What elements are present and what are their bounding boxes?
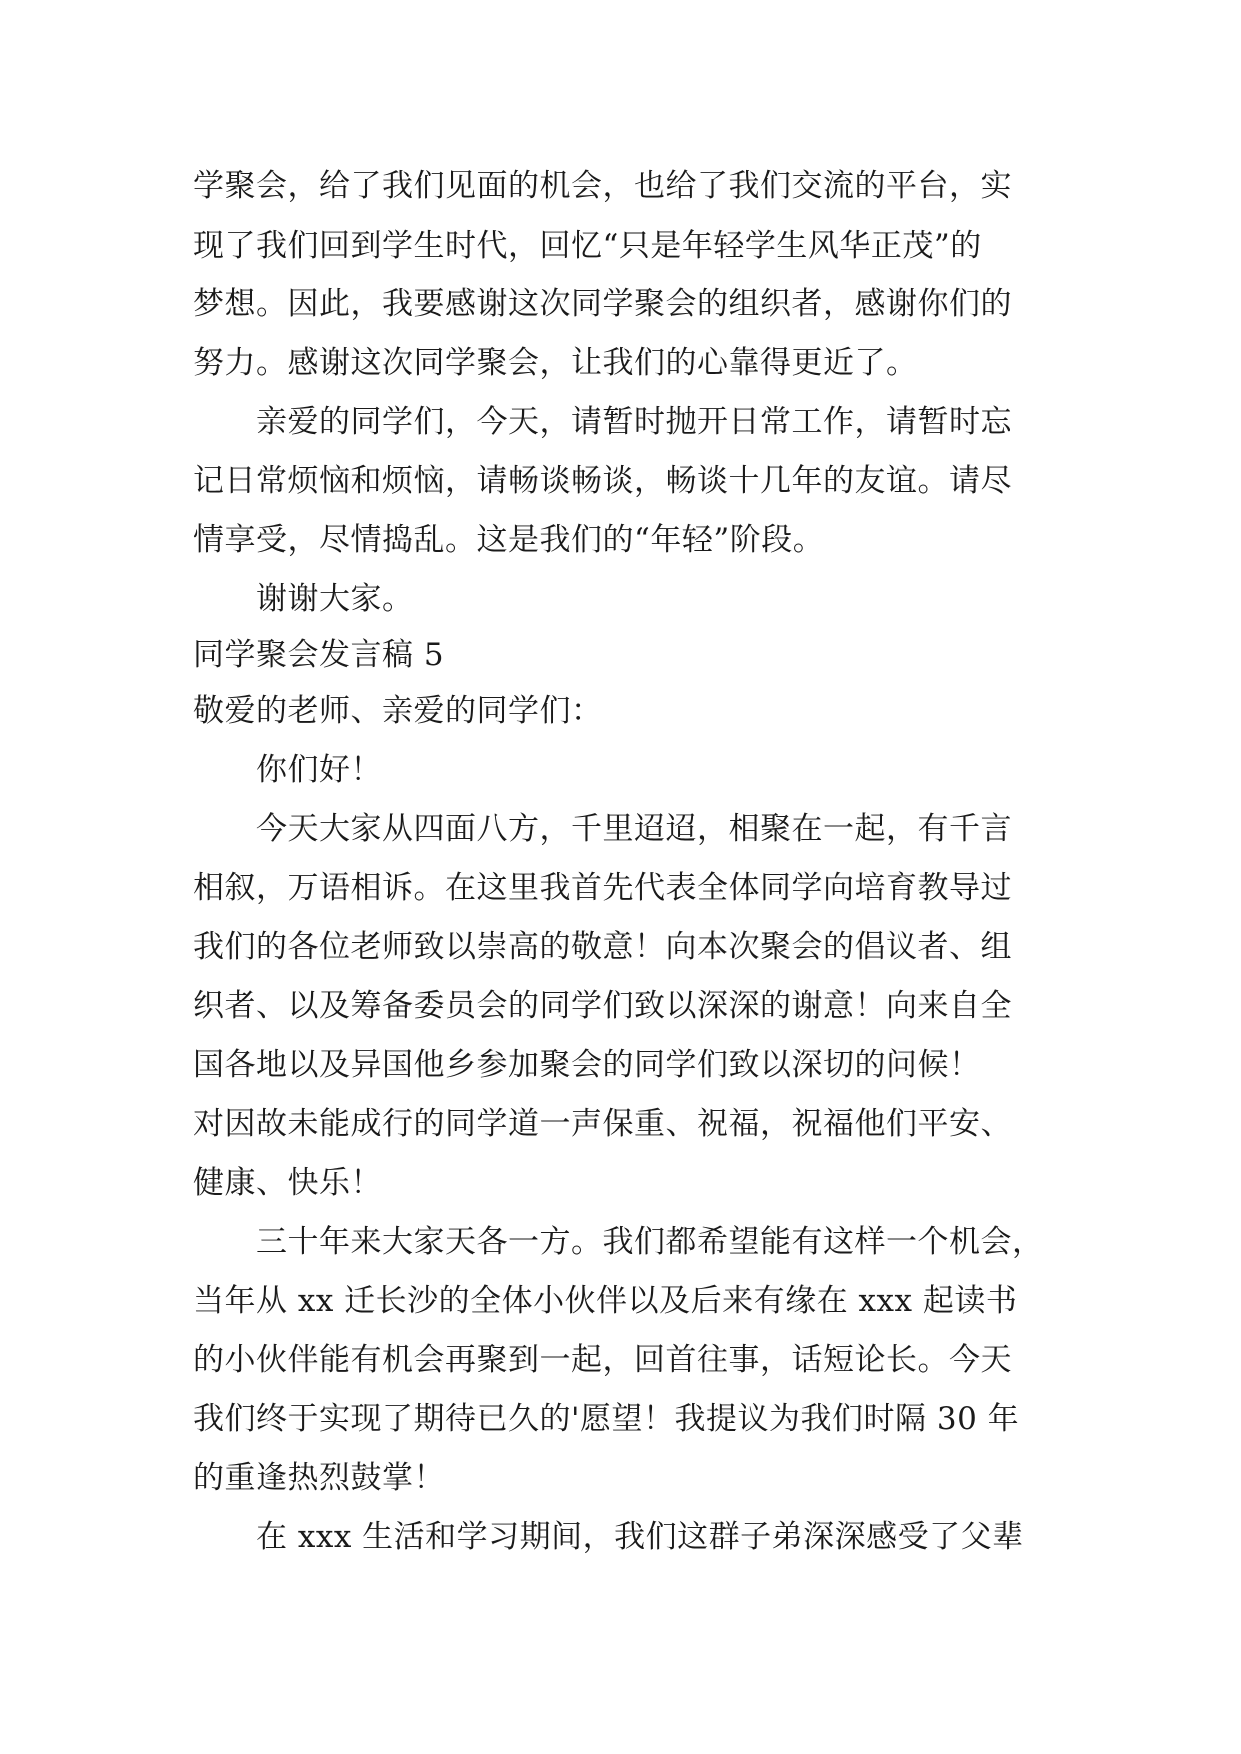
- text-line: 今天大家从四面八方，千里迢迢，相聚在一起，有千言: [256, 811, 1012, 847]
- section-title: 同学聚会发言稿 5: [193, 637, 445, 673]
- text-line: 相叙，万语相诉。在这里我首先代表全体同学向培育教导过: [193, 870, 1012, 906]
- text-line: 梦想。因此，我要感谢这次同学聚会的组织者，感谢你们的: [193, 286, 1012, 322]
- text-line: 记日常烦恼和烦恼，请畅谈畅谈，畅谈十几年的友谊。请尽: [193, 463, 1012, 499]
- text-line: 现了我们回到学生时代，回忆“只是年轻学生风华正茂”的: [193, 228, 982, 264]
- text-line: 你们好！: [256, 752, 382, 788]
- text-line: 的重逢热烈鼓掌！: [193, 1460, 445, 1496]
- text-line: 三十年来大家天各一方。我们都希望能有这样一个机会，: [256, 1224, 1044, 1260]
- text-line: 健康、快乐！: [193, 1165, 382, 1201]
- text-line: 织者、以及筹备委员会的同学们致以深深的谢意！向来自全: [193, 988, 1012, 1024]
- text-line: 在 xxx 生活和学习期间，我们这群子弟深深感受了父辈: [256, 1519, 1024, 1555]
- text-line: 我们终于实现了期待已久的'愿望！我提议为我们时隔 30 年: [193, 1401, 1020, 1437]
- text-line: 亲爱的同学们，今天，请暂时抛开日常工作，请暂时忘: [256, 404, 1012, 440]
- text-line: 对因故未能成行的同学道一声保重、祝福，祝福他们平安、: [193, 1106, 1012, 1142]
- text-line: 努力。感谢这次同学聚会，让我们的心靠得更近了。: [193, 345, 918, 381]
- text-line: 我们的各位老师致以崇高的敬意！向本次聚会的倡议者、组: [193, 929, 1012, 965]
- text-line: 当年从 xx 迁长沙的全体小伙伴以及后来有缘在 xxx 起读书: [193, 1283, 1018, 1319]
- text-line: 情享受，尽情捣乱。这是我们的“年轻”阶段。: [193, 522, 825, 558]
- text-line: 国各地以及异国他乡参加聚会的同学们致以深切的问候！: [193, 1047, 981, 1083]
- text-line: 谢谢大家。: [256, 581, 414, 617]
- salutation: 敬爱的老师、亲爱的同学们：: [193, 693, 603, 729]
- text-line: 的小伙伴能有机会再聚到一起，回首往事，话短论长。今天: [193, 1342, 1012, 1378]
- text-line: 学聚会，给了我们见面的机会，也给了我们交流的平台，实: [193, 168, 1012, 204]
